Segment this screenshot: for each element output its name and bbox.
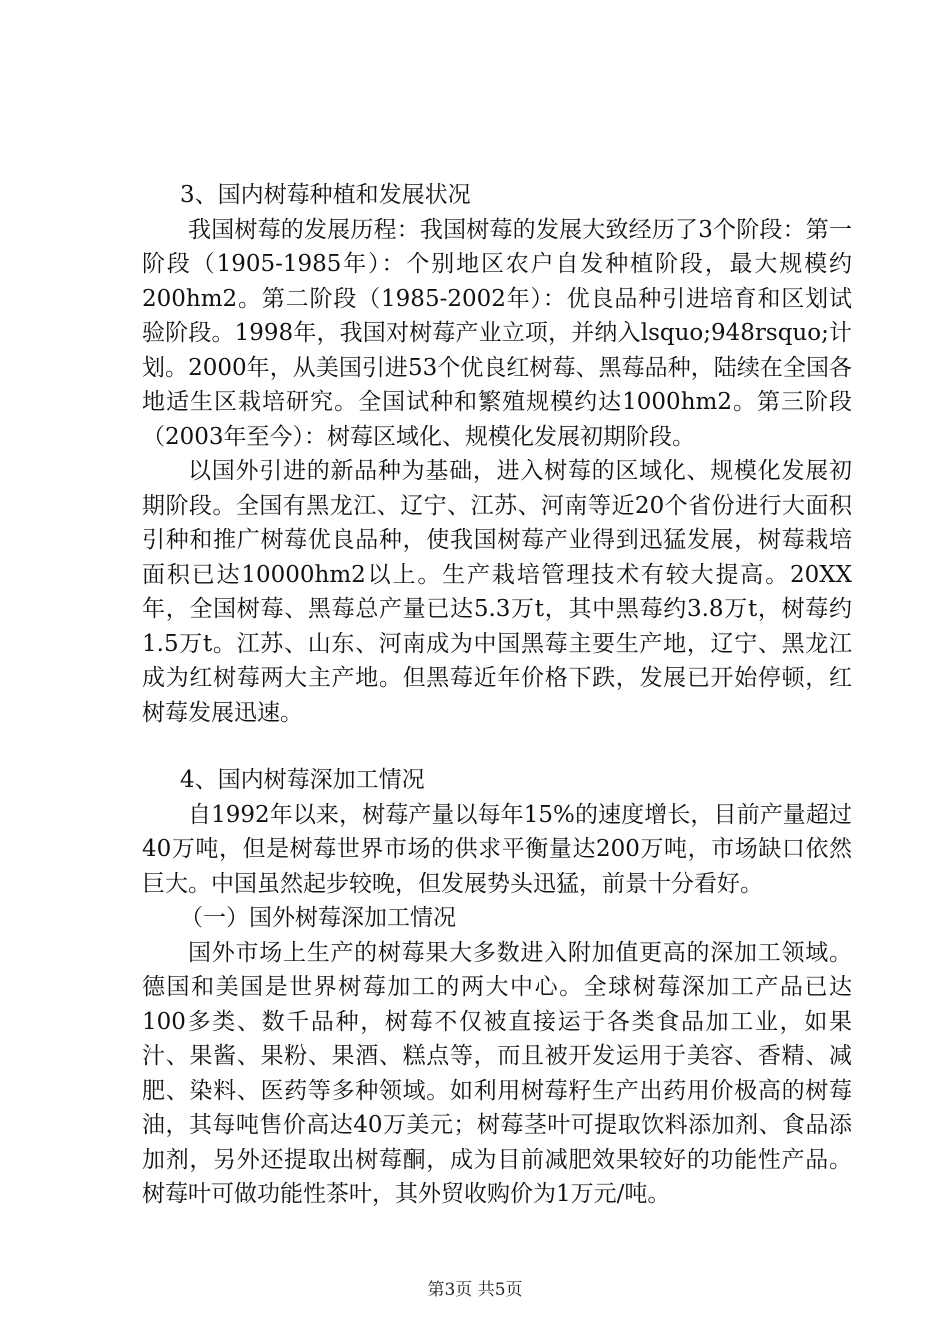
section-4-heading: 4、国内树莓深加工情况 [180,767,425,793]
section-3-paragraph-1: 我国树莓的发展历程：我国树莓的发展大致经历了3个阶段：第一阶段（1905-1985年）：个别地区农户自发种植阶段，最大规模约200hm2。第二阶段（1985-2002年）：优良品种引进培育和区划试验阶段。1998年，我国对树莓产业立项，并纳入lsquo;948rsquo;计划。2000年，从美国引进53个优良红树莓、黑莓品种，陆续在全国各地适生区栽培研究。全国试种和繁殖规模约达1000hm2。第三阶段（2003年至今）：树莓区域化、规模化发展初期阶段。 [142,216,852,450]
section-spacer [142,730,852,763]
section-4-intro-paragraph: 自1992年以来，树莓产量以每年15%的速度增长，目前产量超过40万吨，但是树莓世界市场的供求平衡量达200万吨，市场缺口依然巨大。中国虽然起步较晚，但发展势头迅猛，前景十分看好。 [142,801,852,897]
section-4-subheading: （一）国外树莓深加工情况 [180,905,456,931]
section-3-heading: 3、国内树莓种植和发展状况 [180,182,471,208]
section-4-body-paragraph: 国外市场上生产的树莓果大多数进入附加值更高的深加工领域。德国和美国是世界树莓加工的两大中心。全球树莓深加工产品已达100多类、数千品种，树莓不仅被直接运于各类食品加工业，如果汁、果酱、果粉、果酒、糕点等，而且被开发运用于美容、香精、减肥、染料、医药等多种领域。如利用树莓籽生产出药用价极高的树莓油，其每吨售价高达40万美元；树莓茎叶可提取饮料添加剂、食品添加剂，另外还提取出树莓酮，成为目前减肥效果较好的功能性产品。树莓叶可做功能性茶叶，其外贸收购价为1万元/吨。 [142,939,852,1207]
section-3-paragraph-2: 以国外引进的新品种为基础，进入树莓的区域化、规模化发展初期阶段。全国有黑龙江、辽宁、江苏、河南等近20个省份进行大面积引种和推广树莓优良品种，使我国树莓产业得到迅猛发展，树莓栽培面积已达10000hm2以上。生产栽培管理技术有较大提高。20XX年，全国树莓、黑莓总产量已达5.3万t，其中黑莓约3.8万t，树莓约1.5万t。江苏、山东、河南成为中国黑莓主要生产地，辽宁、黑龙江成为红树莓两大主产地。但黑莓近年价格下跌，发展已开始停顿，红树莓发展迅速。 [142,458,852,726]
document-body [142,178,852,1212]
page-number-footer: 第3页 共5页 [427,1280,523,1300]
